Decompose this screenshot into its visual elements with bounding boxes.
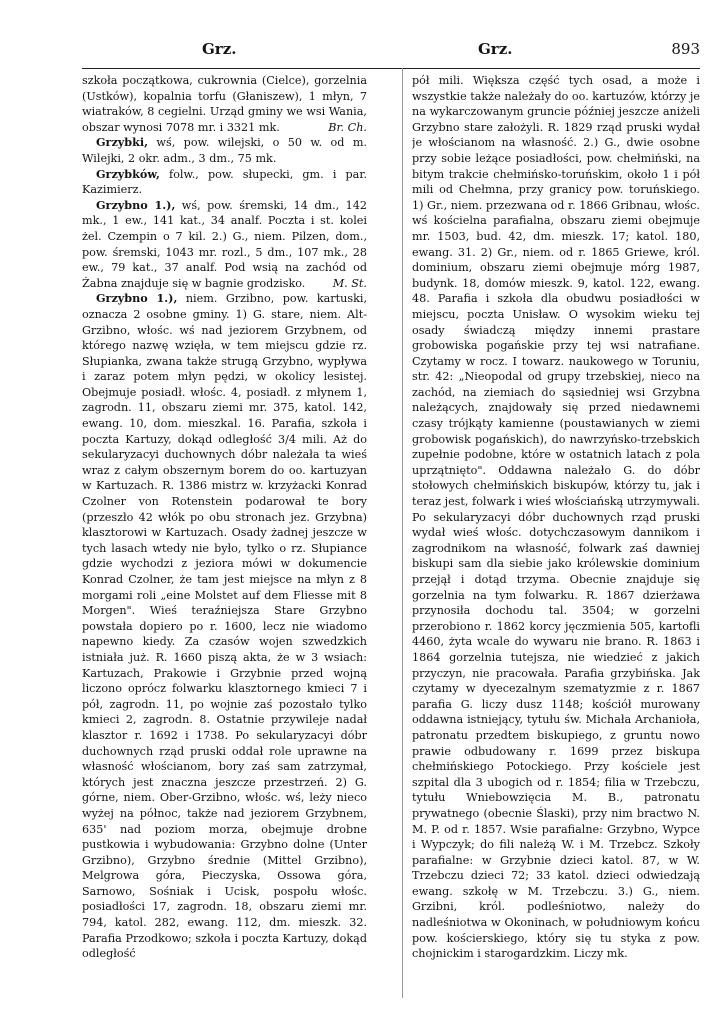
author-signature: Br. Ch. bbox=[328, 120, 367, 134]
page-number: 893 bbox=[671, 40, 700, 58]
right-column bbox=[412, 73, 700, 1003]
entry-paragraph bbox=[82, 135, 367, 166]
entry-name: Grzybno 1.), bbox=[96, 197, 176, 212]
entry-paragraph bbox=[412, 73, 700, 962]
left-column bbox=[82, 73, 367, 1003]
entry-text: pół mili. Większa część tych osad, a może i wszystkie także należały do oo. kartuzów, którzy je na wykarczowanym gruncie później jeszcze aniżeli Grzybno stare założyli. R. 1829 rząd pruski wydał je włościanom na własność. 2.) G., dwie osobne przy sobie leżące posiadłości, pow. chełmiński, na bitym trakcie chełmińsko-toruńskim, około 1 i pół mili od Chełmna, przy granicy pow. toruńskiego. 1) Gr., niem. przezwana od r. 1866 Gribnau, włośc. wś kościelna parafialna, obszaru ziemi obejmuje mr. 1503, bud. 42, dm. mieszk. 17; katol. 180, ewang. 31. 2) Gr., niem. od r. 1865 Griewe, król. dominium, obszaru ziemi obejmuje mórg 1987, budynk. 18, domów mieszk. 9, katol. 122, ewang. 48. Parafia i szkoła dla obudwu posiadłości w miejscu, poczta Unisław. O wysokim wieku tej osady świadczą między innemi prastare grobowiska pogańskie przy tej wsi natrafiane. Czytamy w rocz. I towarz. naukowego w Toruniu, str. 42: „Nieopodal od grupy trzebskiej, nieco na zachód, na ziemiach do sąsiedniej wsi Grzybna należących, znajdowały się przed niedawnemi czasy trójkąty kamienne (poustawianych w ziemi grobowisk pogańskich), do nawrzyńsko-trzebskich zupełnie podobne, które w ostatnich latach z pola uprzątnięto". Oddawna należało G. do dóbr stołowych chełmińskich biskupów, którzy tu, jak i teraz jest, folwark i wieś włościańską utrzymywali. Po sekularyzacyi dóbr duchownych rząd pruski wydał wieś włośc. dotychczasowym dannikom i zagrodnikom na własność, folwark zaś dawniej biskupi sam dla siebie jako królewskie dominium przejął i dotąd trzyma. Obecnie znajduje się gorzelnia na tym folwarku. R. 1867 dzierżawa przynosiła dochodu tal. 3504; w gorzelni przerobiono r. 1862 korcy jęczmienia 505, kartofli 4460, żyta wcale do wywaru nie brano. R. 1863 i 1864 gorzelnia tutejsza, nie wiedzieć z jakich przyczyn, nie pracowała. Parafia grzybińska. Jak czytamy w dyecezalnym szematyzmie z r. 1867 parafia G. liczy dusz 1148; kościół murowany oddawna istniejący, tytułu św. Michała Archanioła, patronatu przedtem biskupiego, z gruntu nowo prawie odbudowany r. 1699 przez biskupa chełmińskiego Potockiego. Przy kościele jest szpital dla 3 ubogich od r. 1854; filia w Trzebczu, tytułu Wniebowzięcia M. B., patronatu prywatnego (obecnie Ślaski), przy nim bractwo N. M. P. od r. 1857. Wsie parafialne: Grzybno, Wypce i Wypczyk; do fili należą W. i M. Trzebcz. Szkoły parafialne: w Grzybnie dzieci katol. 87, w W. Trzebczu dzieci 72; 33 katol. dzieci odwiedzają ewang. szkołę w M. Trzebczu. 3.) G., niem. Grzibni, król. podleśniotwo, należy do nadleśniotwa w Okoninach, w południowym końcu pow. kościerskiego, który się tu styka z pow. chojnickim i starogardzkim. Liczy mk. bbox=[412, 74, 700, 961]
entry-text: wś, pow. wilejski, o 50 w. od m. Wilejki, 2 okr. adm., 3 dm., 75 mk. bbox=[82, 136, 367, 165]
entry-paragraph bbox=[82, 73, 367, 135]
entry-text: folw., pow. słupecki, gm. i par. Kazimierz. bbox=[82, 167, 367, 197]
entry-paragraph bbox=[82, 291, 367, 962]
header-left-title: Grz. bbox=[202, 40, 237, 58]
entry-paragraph bbox=[82, 198, 367, 292]
author-signature: M. St. bbox=[332, 276, 367, 290]
header-rule bbox=[82, 68, 700, 69]
header-center-title: Grz. bbox=[478, 40, 513, 58]
entry-name: Grzybki, bbox=[96, 135, 149, 150]
entry-text: wś, pow. śremski, 14 dm., 142 mk., 1 ew., 141 kat., 34 analf. Poczta i st. kolei żel. Czempin o 7 kil. 2.) G., niem. Pilzen, dom., pow. śremski, 1043 mr. rozl., 5 dm., 107 mk., 28 ew., 79 kat., 37 analf. Pod wsią na zachód od Żabna znajduje się w bagnie grodzisko. bbox=[82, 198, 367, 290]
entry-text: niem. Grzibno, pow. kartuski, oznacza 2 osobne gminy. 1) G. stare, niem. Alt-Grzibno, włośc. wś nad jeziorem Grzybnem, od którego nazwę wzięła, w tem miejscu gdzie rz. Słupianka, zwana także strugą Grzybno, wypływa i zaraz potem młyn pędzi, w okolicy lesistej. Obejmuje posiadł. włośc. 4, posiadł. z młynem 1, zagrodn. 11, obszaru ziemi mr. 375, katol. 142, ewang. 10, dom. mieszkal. 16. Parafia, szkoła i poczta Kartuzy, dokąd odległość 3/4 mili. Aż do sekularyzacyi duchownych dóbr należała ta wieś wraz z całym obszernym borem do oo. kartuzyan w Kartuzach. R. 1386 mistrz w. krzyżacki Konrad Czolner von Rotenstein podarował te bory (przeszło 42 włók po obu stronach jez. Grzybna) klasztorowi w Kartuzach. Osady żadnej jeszcze w tych lasach wtedy nie było, tylko o rz. Słupiance gdzie wychodzi z jeziora mówi w dokumencie Konrad Czolner, że tam jest miejsce na młyn z 8 morgami roli „eine Molstet auf dem Fliesse mit 8 Morgen". Wieś teraźniejsza Stare Grzybno powstała dopiero po r. 1600, lecz nie wiadomo napewno kiedy. Za czasów wojen szwedzkich istniała już. R. 1660 piszą akta, że w 3 wsiach: Kartuzach, Prakowie i Grzybnie przed wojną liczono oprócz folwarku klasztornego kmieci 7 i pół, zagrodn. 11, po wojnie zaś pozostało tylko kmieci 2, zagrodn. 8. Ostatnie przywileje nadał klasztor r. 1692 i 1738. Po sekularyzacyi dóbr duchownych rząd pruski oddał role uprawne na własność włościanom, bory zaś sam zatrzymał, których jest znaczna jeszcze przestrzeń. 2) G. górne, niem. Ober-Grzibno, włośc. wś, leży nieco wyżej na północ, także nad jeziorem Grzybnem, 635' nad poziom morza, obejmuje drobne pustkowia i wybudowania: Grzybno dolne (Unter Grzibno), Grzybno średnie (Mittel Grzibno), Melgrowa góra, Pieczyska, Ossowa góra, Sarnowo, Sośniak i Ucisk, pospołu włośc. posiadłości 17, zagrodn. 18, obszaru ziemi mr. 794, katol. 282, ewang. 112, dm. mieszk. 32. Parafia Przodkowo; szkoła i poczta Kartuzy, dokąd odległość bbox=[82, 292, 367, 961]
entry-text: szkoła początkowa, cukrownia (Cielce), gorzelnia (Ustków), kopalnia torfu (Głaniszew), 1 młyn, 7 wiatraków, 8 cegielni. Urząd gminy we wsi Wania, obszar wynosi 7078 mr. i 3321 mk. bbox=[82, 74, 367, 134]
page-header bbox=[82, 40, 700, 64]
entry-name: Grzybków, bbox=[96, 166, 160, 181]
entry-paragraph bbox=[82, 167, 367, 198]
column-divider bbox=[402, 68, 403, 998]
entry-name: Grzybno 1.), bbox=[96, 291, 178, 306]
